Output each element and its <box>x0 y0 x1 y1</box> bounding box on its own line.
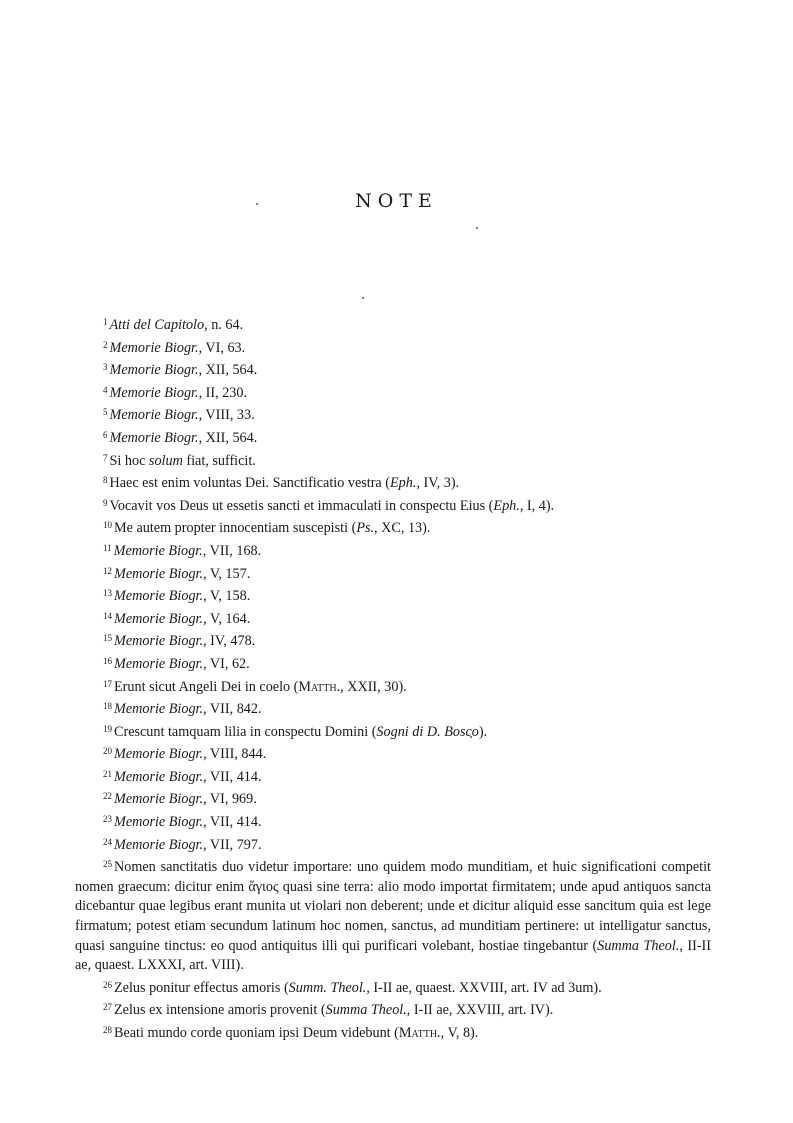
footnote-text: Ps. <box>356 520 375 537</box>
footnote-text: solum <box>148 452 183 469</box>
footnote-text: Eph. <box>493 497 520 514</box>
footnote-text: Memorie Biogr. <box>114 791 204 808</box>
footnote-text: Memorie Biogr. <box>114 768 204 785</box>
footnote <box>75 449 711 472</box>
footnote-text: Memorie Biogr. <box>114 655 204 672</box>
footnote <box>75 629 711 652</box>
footnote <box>75 976 711 999</box>
footnote <box>75 697 711 720</box>
footnote <box>75 652 711 675</box>
footnote <box>75 998 711 1021</box>
footnote-text: Matth. <box>298 678 341 695</box>
footnote-text: Memorie Biogr. <box>114 588 204 605</box>
footnote-text: Haec est enim voluntas Dei. Sanctificatio vestra ( <box>109 475 391 492</box>
footnote <box>75 742 711 765</box>
page-title: NOTE <box>355 190 438 212</box>
footnote <box>75 765 711 788</box>
footnote-text: Memorie Biogr. <box>114 701 204 718</box>
footnote <box>75 562 711 585</box>
footnote <box>75 855 711 976</box>
footnote-number: 27 <box>103 1002 112 1013</box>
footnote-number: 19 <box>103 723 112 734</box>
footnote-text: Memorie Biogr. <box>114 610 204 627</box>
footnote-number: 3 <box>103 362 108 373</box>
footnote-number: 18 <box>103 701 112 712</box>
footnote-text: , IV, 3). <box>416 475 460 492</box>
footnote-text: , VI, 969. <box>203 791 257 808</box>
speck <box>476 227 478 229</box>
footnote-number: 6 <box>103 429 108 440</box>
footnote-text: Zelus ponitur effectus amoris ( <box>114 979 289 996</box>
footnote-text: Memorie Biogr. <box>109 339 199 356</box>
footnote <box>75 516 711 539</box>
footnote-text: Zelus ex intensione amoris provenit ( <box>114 1002 326 1019</box>
footnote-text: Erunt sicut Angeli Dei in coelo ( <box>114 678 299 695</box>
footnote-number: 21 <box>103 768 112 779</box>
footnote-text: Matth. <box>398 1025 441 1041</box>
footnote-number: 4 <box>103 384 108 395</box>
footnote-number: 26 <box>103 979 112 990</box>
footnote <box>75 494 711 517</box>
footnote-text: Memorie Biogr. <box>109 362 199 379</box>
footnote-text: Sogni di D. Bosco <box>376 723 479 740</box>
footnote <box>75 471 711 494</box>
footnote-text: Summa Theol. <box>325 1002 407 1019</box>
footnote-text: Summa Theol. <box>597 937 680 954</box>
footnote-text: , XC, 13). <box>374 520 431 537</box>
footnote-text: , IV, 478. <box>203 633 256 650</box>
speck <box>362 297 364 299</box>
footnote-number: 17 <box>103 678 112 689</box>
footnote-text: , II-II ae, quaest. LXXXI, art. VIII). <box>75 937 712 974</box>
footnote <box>75 810 711 833</box>
footnote <box>75 833 711 856</box>
footnote-text: , V, 158. <box>203 588 251 605</box>
footnote-text: Atti del Capitolo <box>109 317 205 333</box>
footnote-text: , I-II ae, XXVIII, art. IV). <box>406 1002 554 1019</box>
footnote-text: , VIII, 33. <box>198 407 255 424</box>
footnote-number: 20 <box>103 746 112 757</box>
footnote <box>75 607 711 630</box>
footnote-text: , VII, 842. <box>203 701 262 718</box>
footnote-text: Si hoc <box>109 452 149 469</box>
footnote-number: 9 <box>103 497 108 508</box>
footnote-text: , XII, 564. <box>198 429 258 446</box>
footnote-text: Memorie Biogr. <box>113 542 203 559</box>
footnote-text: , VIII, 844. <box>203 746 267 763</box>
footnote-number: 11 <box>103 542 112 553</box>
footnote <box>75 584 711 607</box>
footnote <box>75 1021 711 1044</box>
footnote-text: Memorie Biogr. <box>114 836 204 853</box>
footnote-text: , II, 230. <box>198 384 248 401</box>
footnote-text: , I-II ae, quaest. XXVIII, art. IV ad 3um). <box>366 979 602 996</box>
footnote-text: , V, 164. <box>203 610 251 627</box>
footnote-text: ). <box>478 723 488 740</box>
footnote-text: , V, 8). <box>440 1025 479 1041</box>
footnote <box>75 403 711 426</box>
footnote-text: Vocavit vos Deus ut essetis sancti et immaculati in conspectu Eius ( <box>109 497 494 514</box>
footnote-number: 16 <box>103 655 112 666</box>
footnote <box>75 358 711 381</box>
footnote-number: 24 <box>103 836 112 847</box>
footnote-text: Nomen sanctitatis duo videtur importare: uno quidem modo munditiam, et huic significationi competit nomen graecum: dicitur enim ἅγιος quasi sine terra: alio modo importat firmitatem; unde apud antiquos sancta dicebantur quae legibus erant munita ut violari non deberent; unde et dicitur aliquid esse sancitum quia est lege firmatum; potest etiam secundum latinum hoc nomen, sanctus, ad munditiam pertinere: ut intelligatur sanctus, quasi sanguine tinctus: eo quod antiquitus illi qui purificari volebant, hostiae tingebantur ( <box>75 859 711 954</box>
footnote-text: , XXII, 30). <box>340 678 407 695</box>
footnote-number: 23 <box>103 814 112 825</box>
footnote-number: 5 <box>103 407 108 418</box>
footnote-text: Memorie Biogr. <box>109 429 199 446</box>
footnote <box>75 675 711 698</box>
footnote-text: , VII, 414. <box>203 814 262 831</box>
footnote-number: 12 <box>103 565 112 576</box>
footnote-text: , XII, 564. <box>198 362 258 379</box>
footnote-number: 28 <box>103 1025 112 1035</box>
footnote <box>75 381 711 404</box>
footnote-number: 15 <box>103 633 112 644</box>
footnote-number: 14 <box>103 610 112 621</box>
footnote-number: 10 <box>103 520 112 531</box>
footnote-number: 22 <box>103 791 112 802</box>
footnote-text: , VII, 414. <box>203 768 262 785</box>
footnote-number: 2 <box>103 339 108 350</box>
footnote-text: , VI, 63. <box>198 339 246 356</box>
footnote-text: Beati mundo corde quoniam ipsi Deum videbunt ( <box>114 1025 399 1041</box>
footnote-text: , VI, 62. <box>203 655 250 672</box>
footnote <box>75 720 711 743</box>
footnote-text: Memorie Biogr. <box>109 384 199 401</box>
footnote-text: Summ. Theol. <box>288 979 367 996</box>
footnote-text: , VII, 168. <box>202 542 262 559</box>
footnote-text: Memorie Biogr. <box>114 746 204 763</box>
footnote-text: , VII, 797. <box>203 836 262 853</box>
footnote-text: , V, 157. <box>203 565 251 582</box>
footnote-number: 8 <box>103 475 108 486</box>
footnote-number: 25 <box>103 859 112 870</box>
footnote-number: 7 <box>103 452 108 463</box>
footnote <box>75 539 711 562</box>
footnote-text: Memorie Biogr. <box>114 565 204 582</box>
footnote <box>75 787 711 810</box>
footnote-text: Crescunt tamquam lilia in conspectu Domini ( <box>114 723 377 740</box>
footnote-text: fiat, sufficit. <box>182 452 256 469</box>
footnote <box>75 426 711 449</box>
footnote-text: Memorie Biogr. <box>109 407 199 424</box>
footnote <box>75 313 711 336</box>
footnote-text: , n. 64. <box>204 317 244 333</box>
footnote-text: , I, 4). <box>519 497 555 514</box>
notes-list <box>75 313 711 1044</box>
footnote-number: 13 <box>103 588 112 599</box>
footnote-text: Me autem propter innocentiam suscepisti ( <box>114 520 357 537</box>
footnote-number: 1 <box>103 317 108 327</box>
footnote-text: Memorie Biogr. <box>114 633 204 650</box>
footnote-text: Memorie Biogr. <box>114 814 204 831</box>
footnote-text: Eph. <box>390 475 417 492</box>
footnote <box>75 336 711 359</box>
